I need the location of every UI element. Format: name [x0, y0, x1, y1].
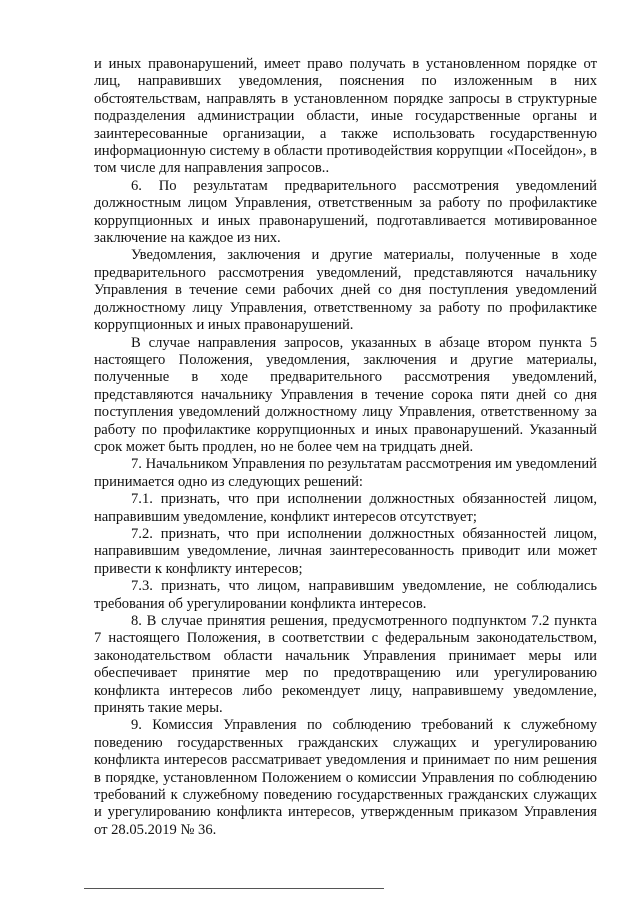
paragraph-item-7: 7. Начальником Управления по результатам рассмотрения им уведомлений принимается одно из следующих решений: [94, 456, 597, 490]
paragraph-item-8: 8. В случае принятия решения, предусмотренного подпунктом 7.2 пункта 7 настоящего Положения, в соответствии с федеральным законодательством, законодательством области начальник Управления принимает меры или обеспечивает принятие мер по предотвращению или урегулированию конфликта интересов либо рекомендует лицу, направившему уведомление, принять такие меры. [94, 613, 597, 717]
footnote-divider [84, 888, 384, 889]
paragraph-item-6: 6. По результатам предварительного рассмотрения уведомлений должностным лицом Управления, ответственным за работу по профилактике коррупционных и иных правонарушений, подготавливается мотивированное заключение на каждое из них. [94, 177, 597, 247]
paragraph-item-9: 9. Комиссия Управления по соблюдению требований к служебному поведению государственных гражданских служащих и урегулированию конфликта интересов рассматривает уведомления и принимает по ним решения в порядке, установленном Положением о комиссии Управления по соблюдению требований к служебному поведению государственных гражданских служащих и урегулированию конфликта интересов, утвержденным приказом Управления от 28.05.2019 № 36. [94, 717, 597, 838]
paragraph-requests: В случае направления запросов, указанных в абзаце втором пункта 5 настоящего Положения, уведомления, заключения и другие материалы, полученные в ходе предварительного рассмотрения уведомлений, представляются начальнику Управления в течение сорока пяти дней со дня поступления уведомлений должностному лицу Управления, ответственному за работу по профилактике коррупционных и иных правонарушений. Указанный срок может быть продлен, но не более чем на тридцать дней. [94, 334, 597, 455]
paragraph-item-7-1: 7.1. признать, что при исполнении должностных обязанностей лицом, направившим уведомление, конфликт интересов отсутствует; [94, 491, 597, 525]
document-body [94, 56, 597, 839]
paragraph-materials: Уведомления, заключения и другие материалы, полученные в ходе предварительного рассмотрения уведомлений, представляются начальнику Управления в течение семи рабочих дней со дня поступления уведомлений должностному лицу Управления, ответственному за работу по профилактике коррупционных и иных правонарушений. [94, 247, 597, 334]
paragraph-item-7-3: 7.3. признать, что лицом, направившим уведомление, не соблюдались требования об урегулировании конфликта интересов. [94, 578, 597, 612]
paragraph-continuation: и иных правонарушений, имеет право получать в установленном порядке от лиц, направивших уведомления, пояснения по изложенным в них обстоятельствам, направлять в установленном порядке запросы в структурные подразделения администрации области, иные государственные органы и заинтересованные организации, а также использовать государственную информационную систему в области противодействия коррупции «Посейдон», в том числе для направления запросов.. [94, 56, 597, 177]
paragraph-item-7-2: 7.2. признать, что при исполнении должностных обязанностей лицом, направившим уведомление, личная заинтересованность приводит или может привести к конфликту интересов; [94, 525, 597, 577]
